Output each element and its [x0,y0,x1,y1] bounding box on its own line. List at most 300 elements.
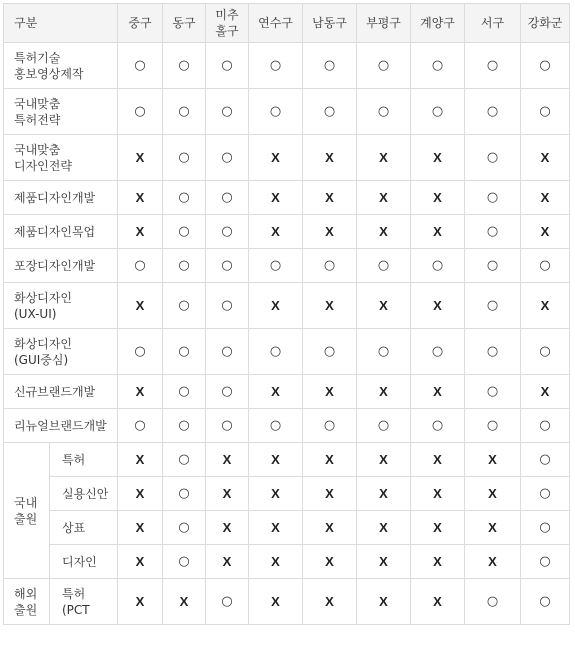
not-available-mark: X [379,297,388,313]
available-mark: ○ [178,258,190,273]
availability-cell [303,283,357,329]
not-available-mark: X [379,189,388,205]
availability-cell [118,375,163,409]
not-available-mark: X [325,383,334,399]
not-available-mark: X [271,383,280,399]
row-label: 포장디자인개발 [4,249,118,283]
table-row [4,89,570,135]
not-available-mark: X [135,383,145,399]
not-available-mark: X [271,485,280,501]
available-mark: ○ [539,554,551,569]
available-mark: ○ [539,104,551,119]
sub-row-label: 디자인 [50,545,118,579]
available-mark: ○ [377,258,390,273]
available-mark: ○ [221,258,233,273]
available-mark: ○ [178,344,190,359]
availability-cell [357,329,411,375]
not-available-mark: X [135,189,145,205]
availability-cell [206,181,249,215]
availability-cell [163,329,206,375]
table-row [4,409,570,443]
availability-cell [465,375,521,409]
support-availability-table [3,3,570,625]
availability-cell [206,409,249,443]
availability-cell [118,283,163,329]
availability-cell [357,409,411,443]
available-mark: ○ [221,594,233,609]
not-available-mark: X [325,593,334,609]
availability-cell [163,215,206,249]
not-available-mark: X [135,223,145,239]
available-mark: ○ [431,344,444,359]
not-available-mark: X [433,451,442,467]
table-row [4,375,570,409]
availability-cell [521,135,570,181]
availability-cell [303,545,357,579]
available-mark: ○ [539,594,551,609]
not-available-mark: X [379,383,388,399]
available-mark: ○ [486,150,499,165]
not-available-mark: X [135,553,145,569]
availability-cell [411,43,465,89]
not-available-mark: X [271,189,280,205]
availability-cell [118,545,163,579]
row-label: 국내맞춤 디자인전략 [4,135,118,181]
table-row [4,181,570,215]
availability-cell [303,249,357,283]
header-row [4,4,570,43]
available-mark: ○ [486,384,499,399]
not-available-mark: X [540,189,550,205]
availability-cell [357,545,411,579]
availability-cell [303,181,357,215]
availability-cell [357,181,411,215]
not-available-mark: X [379,593,388,609]
not-available-mark: X [433,519,442,535]
not-available-mark: X [379,485,388,501]
available-mark: ○ [178,554,190,569]
availability-cell [521,511,570,545]
not-available-mark: X [433,297,442,313]
availability-cell [521,477,570,511]
available-mark: ○ [134,58,146,73]
availability-cell [357,579,411,625]
availability-cell [465,135,521,181]
available-mark: ○ [269,418,282,433]
available-mark: ○ [431,58,444,73]
header-district: 계양구 [411,4,465,43]
availability-cell [118,43,163,89]
availability-cell [249,43,303,89]
available-mark: ○ [221,190,233,205]
available-mark: ○ [486,104,499,119]
available-mark: ○ [269,258,282,273]
sub-row-label: 특허(PCT [50,579,118,625]
availability-cell [118,215,163,249]
available-mark: ○ [269,104,282,119]
available-mark: ○ [486,258,499,273]
group-label: 해외 출원 [4,579,50,625]
not-available-mark: X [325,297,334,313]
not-available-mark: X [540,383,550,399]
not-available-mark: X [433,149,442,165]
availability-cell [521,409,570,443]
row-label: 리뉴얼브랜드개발 [4,409,118,443]
table-row [4,283,570,329]
availability-cell [411,89,465,135]
row-label: 화상디자인 (GUI중심) [4,329,118,375]
availability-cell [357,249,411,283]
availability-cell [249,89,303,135]
available-mark: ○ [539,258,551,273]
row-label: 국내맞춤 특허전략 [4,89,118,135]
available-mark: ○ [486,594,499,609]
availability-cell [521,43,570,89]
availability-cell [411,181,465,215]
availability-cell [521,375,570,409]
available-mark: ○ [539,452,551,467]
availability-cell [357,511,411,545]
not-available-mark: X [488,553,497,569]
availability-cell [249,443,303,477]
availability-cell [465,329,521,375]
availability-cell [206,249,249,283]
availability-cell [465,283,521,329]
not-available-mark: X [325,149,334,165]
availability-cell [357,215,411,249]
availability-cell [411,283,465,329]
availability-cell [249,409,303,443]
availability-cell [465,181,521,215]
availability-cell [521,215,570,249]
available-mark: ○ [539,58,551,73]
available-mark: ○ [486,58,499,73]
availability-cell [249,135,303,181]
availability-cell [521,249,570,283]
not-available-mark: X [135,297,145,313]
header-district-line: 미추 홀구 [215,8,239,38]
not-available-mark: X [222,485,232,501]
available-mark: ○ [323,344,336,359]
availability-cell [521,579,570,625]
availability-cell [357,135,411,181]
availability-cell [118,329,163,375]
header-district: 서구 [465,4,521,43]
availability-cell [118,249,163,283]
available-mark: ○ [377,58,390,73]
availability-cell [521,283,570,329]
availability-cell [206,579,249,625]
available-mark: ○ [178,150,190,165]
available-mark: ○ [539,520,551,535]
availability-cell [303,89,357,135]
available-mark: ○ [486,224,499,239]
available-mark: ○ [323,58,336,73]
availability-cell [163,545,206,579]
table-row [4,215,570,249]
table-row [4,511,570,545]
not-available-mark: X [540,297,550,313]
availability-cell [249,215,303,249]
availability-cell [465,215,521,249]
availability-cell [206,511,249,545]
header-district: 남동구 [303,4,357,43]
availability-cell [411,409,465,443]
available-mark: ○ [539,486,551,501]
not-available-mark: X [379,149,388,165]
available-mark: ○ [178,486,190,501]
availability-cell [118,409,163,443]
table-row [4,545,570,579]
available-mark: ○ [178,224,190,239]
availability-cell [411,135,465,181]
not-available-mark: X [488,519,497,535]
availability-cell [249,477,303,511]
not-available-mark: X [540,223,550,239]
available-mark: ○ [134,258,146,273]
availability-cell [357,375,411,409]
available-mark: ○ [269,344,282,359]
availability-cell [521,181,570,215]
availability-cell [411,511,465,545]
available-mark: ○ [178,104,190,119]
available-mark: ○ [221,104,233,119]
not-available-mark: X [325,223,334,239]
availability-cell [206,477,249,511]
availability-cell [411,443,465,477]
availability-cell [206,135,249,181]
availability-cell [163,249,206,283]
not-available-mark: X [179,593,189,609]
availability-cell [249,329,303,375]
row-label: 화상디자인 (UX-UI) [4,283,118,329]
not-available-mark: X [135,485,145,501]
availability-cell [303,135,357,181]
availability-cell [357,283,411,329]
availability-cell [465,545,521,579]
availability-cell [249,545,303,579]
not-available-mark: X [135,149,145,165]
header-district [206,4,249,43]
available-mark: ○ [134,418,146,433]
availability-cell [206,43,249,89]
availability-cell [163,579,206,625]
availability-cell [303,215,357,249]
availability-cell [411,215,465,249]
table-row [4,329,570,375]
not-available-mark: X [271,297,280,313]
availability-cell [163,181,206,215]
available-mark: ○ [221,384,233,399]
availability-cell [303,443,357,477]
not-available-mark: X [433,485,442,501]
available-mark: ○ [178,520,190,535]
not-available-mark: X [271,593,280,609]
not-available-mark: X [222,519,232,535]
availability-cell [303,477,357,511]
header-gubun: 구분 [4,4,118,43]
not-available-mark: X [379,451,388,467]
availability-cell [465,249,521,283]
availability-cell [206,329,249,375]
availability-cell [163,135,206,181]
availability-cell [249,181,303,215]
availability-cell [118,443,163,477]
not-available-mark: X [433,223,442,239]
available-mark: ○ [221,58,233,73]
not-available-mark: X [540,149,550,165]
not-available-mark: X [271,553,280,569]
availability-cell [163,511,206,545]
header-district: 강화군 [521,4,570,43]
not-available-mark: X [271,223,280,239]
available-mark: ○ [486,344,499,359]
available-mark: ○ [178,298,190,313]
availability-cell [206,443,249,477]
sub-row-label: 상표 [50,511,118,545]
available-mark: ○ [178,190,190,205]
sub-row-label: 실용신안 [50,477,118,511]
availability-cell [465,579,521,625]
available-mark: ○ [486,298,499,313]
not-available-mark: X [222,553,232,569]
availability-cell [521,329,570,375]
availability-cell [249,249,303,283]
availability-cell [118,89,163,135]
availability-cell [163,283,206,329]
availability-cell [303,329,357,375]
available-mark: ○ [486,190,499,205]
available-mark: ○ [221,224,233,239]
not-available-mark: X [325,189,334,205]
availability-cell [118,135,163,181]
available-mark: ○ [178,418,190,433]
availability-cell [357,43,411,89]
availability-cell [357,477,411,511]
availability-cell [411,545,465,579]
header-district: 부평구 [357,4,411,43]
not-available-mark: X [271,519,280,535]
availability-cell [163,477,206,511]
available-mark: ○ [221,298,233,313]
header-district: 연수구 [249,4,303,43]
availability-cell [521,443,570,477]
not-available-mark: X [433,383,442,399]
available-mark: ○ [221,418,233,433]
table-row [4,579,570,625]
not-available-mark: X [222,451,232,467]
availability-cell [303,375,357,409]
availability-cell [206,89,249,135]
group-label: 국내 출원 [4,443,50,579]
available-mark: ○ [178,384,190,399]
not-available-mark: X [379,223,388,239]
not-available-mark: X [135,519,145,535]
available-mark: ○ [539,344,551,359]
not-available-mark: X [433,553,442,569]
available-mark: ○ [178,58,190,73]
table-row [4,135,570,181]
availability-cell [465,89,521,135]
available-mark: ○ [323,418,336,433]
available-mark: ○ [377,104,390,119]
availability-cell [118,579,163,625]
availability-cell [118,511,163,545]
availability-cell [163,443,206,477]
sub-row-label: 특허 [50,443,118,477]
availability-cell [303,579,357,625]
available-mark: ○ [431,418,444,433]
table-row [4,443,570,477]
availability-cell [206,283,249,329]
availability-cell [249,283,303,329]
not-available-mark: X [271,451,280,467]
availability-cell [411,249,465,283]
availability-cell [303,511,357,545]
available-mark: ○ [221,150,233,165]
available-mark: ○ [431,258,444,273]
not-available-mark: X [271,149,280,165]
header-district: 동구 [163,4,206,43]
table-row [4,43,570,89]
available-mark: ○ [134,344,146,359]
availability-cell [249,511,303,545]
header-district: 중구 [118,4,163,43]
availability-cell [465,409,521,443]
available-mark: ○ [221,344,233,359]
not-available-mark: X [433,189,442,205]
available-mark: ○ [323,258,336,273]
available-mark: ○ [269,58,282,73]
availability-cell [521,545,570,579]
availability-cell [249,579,303,625]
availability-cell [411,329,465,375]
availability-cell [465,511,521,545]
availability-cell [249,375,303,409]
availability-cell [206,545,249,579]
availability-cell [357,443,411,477]
availability-cell [206,215,249,249]
not-available-mark: X [488,451,497,467]
availability-cell [303,43,357,89]
availability-cell [206,375,249,409]
availability-cell [357,89,411,135]
not-available-mark: X [135,593,145,609]
availability-cell [521,89,570,135]
row-label: 제품디자인개발 [4,181,118,215]
not-available-mark: X [325,519,334,535]
availability-cell [163,375,206,409]
availability-cell [465,43,521,89]
available-mark: ○ [431,104,444,119]
not-available-mark: X [433,593,442,609]
availability-cell [163,409,206,443]
not-available-mark: X [325,553,334,569]
availability-cell [163,43,206,89]
availability-cell [465,443,521,477]
not-available-mark: X [488,485,497,501]
availability-cell [303,409,357,443]
row-label: 신규브랜드개발 [4,375,118,409]
availability-cell [411,579,465,625]
not-available-mark: X [135,451,145,467]
available-mark: ○ [377,344,390,359]
available-mark: ○ [539,418,551,433]
not-available-mark: X [379,519,388,535]
table-row [4,477,570,511]
row-label: 제품디자인목업 [4,215,118,249]
availability-cell [465,477,521,511]
